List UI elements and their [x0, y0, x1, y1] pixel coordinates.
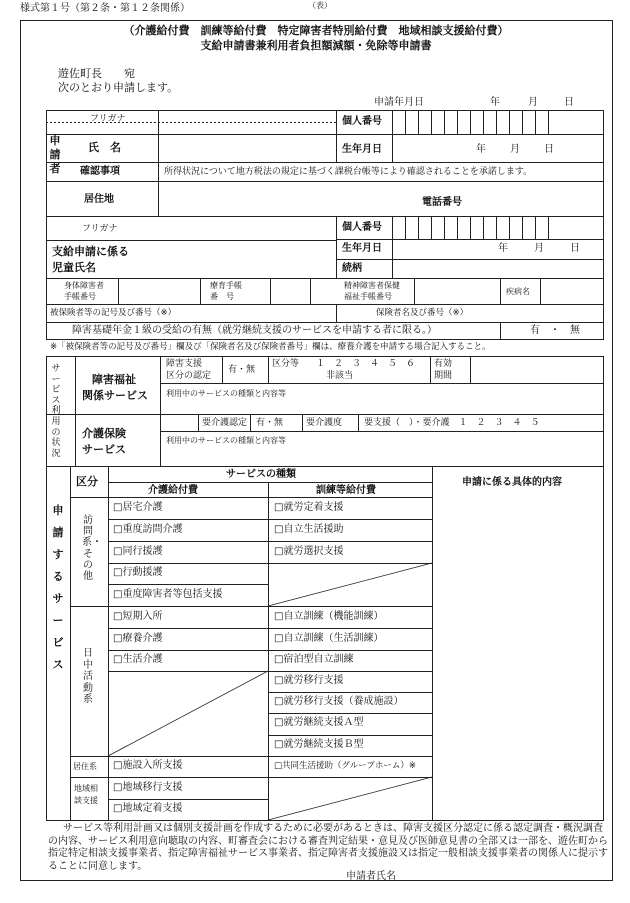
care-cert-umu: 有・無 [256, 418, 284, 428]
cat-kyoju: 居住系 [73, 762, 97, 771]
service-shisetsu-nyusho[interactable]: □施設入所支援 [113, 760, 183, 771]
valid-label-2: 期間 [434, 371, 453, 381]
care-level-label: 要介護度 [306, 418, 343, 428]
applicant-birth-month: 月 [510, 144, 520, 155]
service-ryoyo-kaigo[interactable]: □療養介護 [113, 633, 163, 644]
service-type-header: サービスの種類 [226, 469, 296, 480]
service-kyodo-seikatsu[interactable]: □共同生活援助（グループホーム）※ [274, 761, 416, 771]
form-title-line1: （介護給付費 訓練等給付費 特定障害者特別給付費 地域相談支援給付費） [123, 24, 509, 37]
kaigo-label-1: 介護保険 [82, 427, 126, 440]
insurer-number-label: 保険者名及び番号（※） [376, 308, 469, 318]
kubun-label: 区分等 [272, 359, 300, 369]
service-shukuhaku-jiritsu[interactable]: □宿泊型自立訓練 [274, 654, 354, 665]
shintai-label-2: 手帳番号 [64, 292, 96, 301]
service-chiiki-iko[interactable]: □地域移行支援 [113, 782, 183, 793]
services-side-label: 申請するサービス [52, 504, 64, 671]
form-title-line2: 支給申請書兼利用者負担額減額・免除等申請書 [200, 39, 432, 52]
insurance-note: ※「被保険者等の記号及び番号」欄及び「保険者名及び保険者番号」欄は、療養介護を申請する場合記入すること。 [50, 342, 491, 352]
child-birth-month: 月 [534, 243, 544, 254]
consent-text: サービス等利用計画又は個別支援計画を作成するために必要があるときは、障害支援区分認定に係る認定調査・概況調査の内容、サービス利用意向聴取の内容、町審査会における審査判定結果・意見及び医師意見書の全部又は一部を、遊佐町から指定特定相談支援事業者、指定障害福祉サービス事業者、指定障害者支援施設又は指定一般相談支援事業者の関係人に提示することに同意します。 [48, 823, 608, 872]
service-jiritsu-seikatsu-enjo[interactable]: □自立生活援助 [274, 524, 344, 535]
confirm-label: 確認事項 [80, 166, 120, 177]
date-day: 日 [564, 97, 574, 108]
usage-side-label: サービス利用の状況 [51, 364, 61, 459]
shintai-label-1: 身体障害者 [64, 281, 104, 290]
applicant-birth-day: 日 [544, 144, 554, 155]
service-kyotaku-kaigo[interactable]: □居宅介護 [113, 502, 163, 513]
seishin-label-2: 福祉手帳番号 [344, 292, 392, 301]
seishin-label-1: 精神障害者保健 [344, 281, 400, 290]
kaigo-inuse-label: 利用中のサービスの種類と内容等 [166, 436, 286, 445]
confirm-text: 所得状況について地方税法の規定に基づく課税台帳等により確認されることを承諾します。 [164, 167, 533, 177]
service-keizoku-a[interactable]: □就労継続支援Ａ型 [274, 717, 364, 728]
cat-chiiki-2: 談支援 [74, 796, 98, 805]
child-kojin-label: 個人番号 [342, 222, 382, 233]
phone-label: 電話番号 [422, 197, 462, 208]
service-shuro-sentaku[interactable]: □就労選択支援 [274, 546, 344, 557]
service-shuro-iko[interactable]: □就労移行支援 [274, 675, 344, 686]
applicant-furigana-label: フリガナ [90, 114, 126, 124]
kubun-numbers: １ ２ ３ ４ ５ ６ [316, 359, 416, 369]
child-name-label-line2: 児童氏名 [52, 261, 96, 274]
kunren-header: 訓練等給付費 [316, 485, 376, 496]
child-birth-year: 年 [498, 243, 508, 254]
ryoiku-label-2: 番 号 [210, 292, 234, 301]
relation-label: 続柄 [342, 263, 362, 274]
service-jiritsu-kino[interactable]: □自立訓練（機能訓練） [274, 611, 384, 622]
applicant-birth-label: 生年月日 [342, 144, 382, 155]
side-mark: （表） [308, 1, 332, 10]
date-year: 年 [490, 97, 500, 108]
child-birth-day: 日 [570, 243, 580, 254]
child-furigana-label: フリガナ [82, 224, 118, 234]
welfare-label-1: 障害福祉 [92, 373, 136, 386]
applicant-kojin-label: 個人番号 [342, 116, 382, 127]
address-label: 居住地 [84, 194, 114, 205]
service-keizoku-b[interactable]: □就労継続支援Ｂ型 [274, 739, 364, 750]
cat-nicchu: 日中活動系 [83, 648, 93, 705]
welfare-inuse-label: 利用中のサービスの種類と内容等 [166, 389, 286, 398]
service-jiritsu-seikatsu[interactable]: □自立訓練（生活訓練） [274, 633, 384, 644]
service-chiiki-teichaku[interactable]: □地域定着支援 [113, 803, 183, 814]
cat-homon: 訪問系・その他 [82, 515, 102, 582]
care-level-scale: 要支援（ ）・要介護 １ ２ ３ ４ ５ [364, 418, 540, 428]
form-number: 様式第１号（第２条・第１２条関係） [20, 3, 190, 14]
insured-number-label: 被保険者等の記号及び番号（※） [50, 308, 177, 318]
detail-header: 申請に係る具体的内容 [462, 477, 562, 488]
date-month: 月 [528, 97, 538, 108]
kaigo-label-2: サービス [82, 443, 126, 456]
child-birth-label: 生年月日 [342, 243, 382, 254]
service-shuro-teichaku[interactable]: □就労定着支援 [274, 502, 344, 513]
cert-label-1: 障害支援 [166, 359, 203, 369]
service-shuro-iko-yosei[interactable]: □就労移行支援（養成施設） [274, 696, 404, 707]
applicant-name-label: 氏 名 [88, 141, 121, 154]
hi-gaito: 非該当 [326, 371, 354, 381]
service-judo-homon-kaigo[interactable]: □重度訪問介護 [113, 524, 183, 535]
service-judo-hokatsu[interactable]: □重度障害者等包括支援 [113, 589, 223, 600]
kaigo-header: 介護給付費 [148, 485, 198, 496]
ryoiku-label-1: 療育手帳 [210, 281, 242, 290]
welfare-label-2: 関係サービス [82, 389, 148, 402]
cert-umu: 有・無 [228, 365, 256, 375]
child-name-label-line1: 支給申請に係る [52, 245, 129, 258]
addressee: 遊佐町長 宛 [58, 67, 135, 80]
disease-label: 疾病名 [506, 287, 530, 296]
service-seikatsu-kaigo[interactable]: □生活介護 [113, 654, 163, 665]
cert-label-2: 区分の認定 [166, 371, 212, 381]
care-cert-label: 要介護認定 [202, 418, 248, 428]
intro-text: 次のとおり申請します。 [58, 81, 179, 94]
applicant-birth-year: 年 [476, 144, 486, 155]
valid-label-1: 有効 [434, 359, 453, 369]
application-date-label: 申請年月日 [374, 97, 424, 108]
service-kodo-engo[interactable]: □行動援護 [113, 567, 163, 578]
pension-options: 有 ・ 無 [530, 325, 580, 336]
signature-label: 申請者氏名 [346, 871, 396, 882]
cat-chiiki-1: 地域相 [74, 784, 98, 793]
service-tanki-nyusho[interactable]: □短期入所 [113, 611, 163, 622]
kubun-header: 区分 [76, 475, 98, 488]
pension-label: 障害基礎年金１級の受給の有無（就労継続支援のサービスを申請する者に限る。） [72, 325, 437, 336]
service-doko-engo[interactable]: □同行援護 [113, 546, 163, 557]
applicant-side-label: 申請者 [49, 134, 61, 175]
